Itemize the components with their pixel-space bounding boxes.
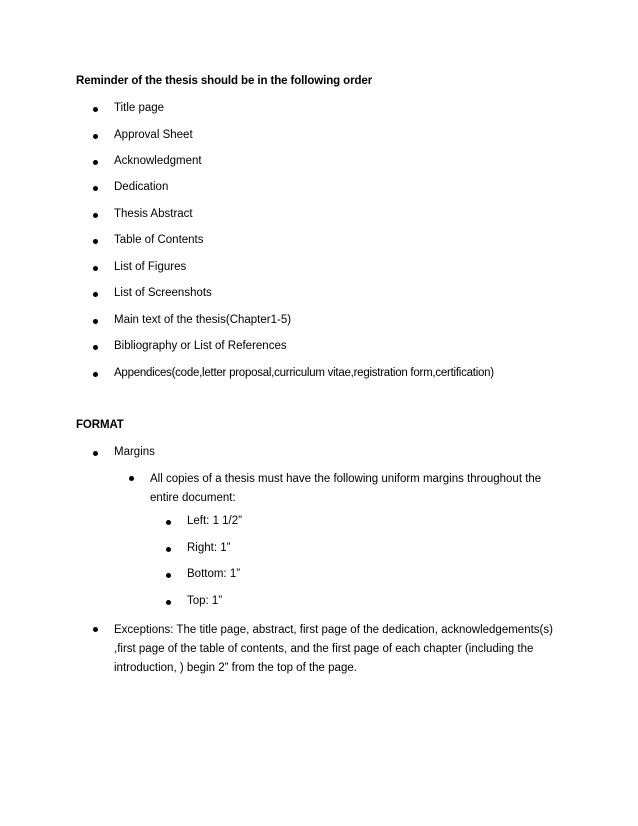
bullet-icon — [93, 134, 98, 139]
bullet-icon — [166, 600, 171, 605]
bullet-icon — [93, 292, 98, 297]
bullet-icon — [93, 627, 98, 632]
bullet-icon — [93, 372, 98, 377]
bullet-icon — [93, 213, 98, 218]
format-heading: FORMAT — [76, 419, 124, 431]
bullet-icon — [93, 186, 98, 191]
bullet-icon — [93, 319, 98, 324]
bullet-icon — [93, 451, 98, 456]
bullet-icon — [166, 573, 171, 578]
bullet-icon — [166, 547, 171, 552]
bullet-icon — [93, 239, 98, 244]
bullet-icon — [93, 107, 98, 112]
bullet-icon — [93, 345, 98, 350]
bullet-icon — [129, 476, 134, 481]
thesis-order-heading: Reminder of the thesis should be in the following order — [76, 75, 373, 87]
document-page: Reminder of the thesis should be in the following order Title page Approval Sheet Acknowledgment Dedication Thesis Abstract Table of Contents List of Figures List of Screenshots Main text of the thesis(Chapter1-5) Bibliography or List of References Appendices(code,letter proposal,curriculum vitae,registration form,certification) FORMAT Margins All copies of a thesis must have the following uniform margins throughout the entire document: Left: 1 1/2” Right: 1” Bottom: 1” Top: 1” Exceptions: The title page, abstract, first page of the dedication, acknowledgements(s) ,first page of the table of contents, and the first page of each chapter (including the introduction, ) begin 2” from the top of the page. — [76, 75, 553, 674]
bullet-icon — [93, 160, 98, 165]
bullet-icon — [166, 520, 171, 525]
bullet-icon — [93, 266, 98, 271]
